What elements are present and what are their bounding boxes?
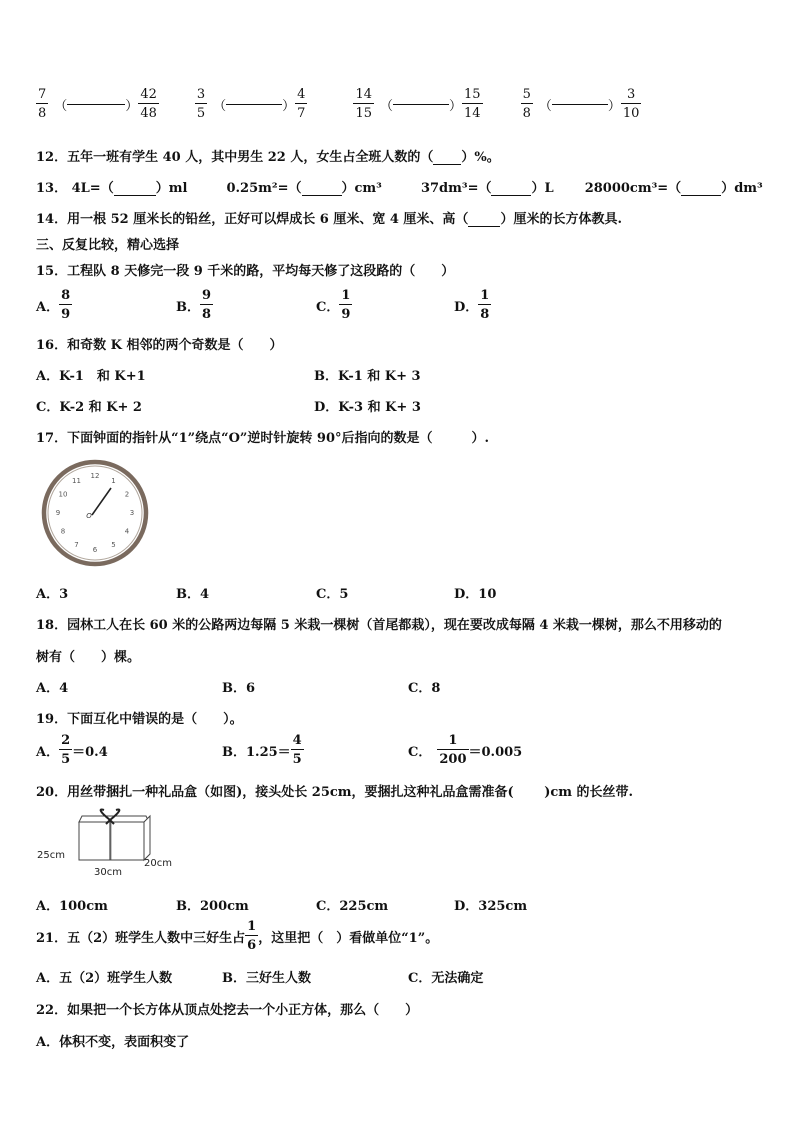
fraction: $\frac{1}{200}$ (439, 733, 467, 767)
q20-option-c[interactable]: C．225cm (316, 899, 389, 914)
dim-length-label: 30cm (94, 867, 122, 878)
q11-item-4: $\frac{5}{8}$ （ ） $\frac{3}{10}$ (522, 87, 640, 121)
fraction: $\frac{42}{48}$ (140, 87, 157, 121)
q15-option-b[interactable]: B． $\frac{9}{8}$ (176, 288, 212, 322)
q22-option-a[interactable]: A．体积不变，表面积变了 (36, 1035, 190, 1050)
fraction: $\frac{1}{8}$ (480, 288, 490, 322)
clock-number: 6 (92, 546, 98, 554)
fraction: $\frac{15}{14}$ (464, 87, 481, 121)
q18-option-c[interactable]: C．8 (408, 681, 441, 696)
fraction: $\frac{1}{6}$ (247, 919, 257, 953)
q21-option-a[interactable]: A．五（2）班学生人数 (36, 971, 173, 986)
q16-option-d[interactable]: D．K-3 和 K+ 3 (314, 400, 421, 415)
q16-option-c[interactable]: C．K-2 和 K+ 2 (36, 400, 142, 415)
answer-blank[interactable] (67, 104, 125, 105)
q16-stem: 16．和奇数 K 相邻的两个奇数是（ ） (36, 338, 283, 353)
q16-option-b[interactable]: B．K-1 和 K+ 3 (314, 369, 421, 384)
q18-option-a[interactable]: A．4 (36, 681, 69, 696)
answer-blank[interactable] (393, 104, 449, 105)
clock-number: 9 (55, 509, 61, 517)
q11-item-3: $\frac{14}{15}$ （ ） $\frac{15}{14}$ (355, 87, 481, 121)
fraction: $\frac{9}{8}$ (202, 288, 212, 322)
clock-number: 2 (124, 490, 130, 499)
q16-option-a[interactable]: A．K-1 和 K+1 (36, 369, 146, 384)
q11-row (36, 88, 641, 120)
q18-stem-line1: 18．园林工人在长 60 米的公路两边每隔 5 米栽一棵树（首尾都栽），现在要改成每隔 4 米栽一棵树，那么不用移动的 (36, 618, 722, 633)
fraction: $\frac{3}{10}$ (622, 87, 640, 121)
q17-option-d[interactable]: D．10 (454, 587, 497, 602)
clock-number: 3 (129, 509, 135, 517)
dim-height-label: 25cm (37, 850, 65, 861)
section-heading: 三、反复比较，精心选择 (36, 238, 180, 253)
q20-option-a[interactable]: A．100cm (36, 899, 108, 914)
clock-number: 12 (90, 472, 100, 480)
clock-number: 1 (111, 477, 116, 485)
q17-option-a[interactable]: A．3 (36, 587, 69, 602)
fraction: $\frac{7}{8}$ (38, 87, 47, 121)
q19-option-b[interactable]: B． 1.25＝ $\frac{4}{5}$ (222, 733, 302, 767)
q22-stem: 22．如果把一个长方体从顶点处挖去一个小正方体，那么（ ） (36, 1003, 419, 1018)
answer-blank[interactable] (433, 150, 461, 165)
clock-number: 7 (74, 541, 79, 549)
fraction: $\frac{3}{5}$ (196, 87, 206, 121)
clock-figure (40, 458, 150, 568)
q20-stem: 20．用丝带捆扎一种礼品盒（如图)，接头处长 25cm，要捆扎这种礼品盒需准备( )cm 的长丝带. (36, 785, 634, 800)
q18-option-b[interactable]: B．6 (222, 681, 256, 696)
q13: 13． 4L=（ ）ml 0.25m²=（ ）cm³ 37dm³=（ ）L 28000cm³=（ ）dm³ (36, 181, 763, 196)
fraction: $\frac{4}{7}$ (297, 87, 306, 121)
q18-stem-line2: 树有（ ）棵。 (36, 650, 141, 665)
answer-blank[interactable] (681, 181, 721, 196)
q21-option-b[interactable]: B．三好生人数 (222, 971, 311, 986)
answer-blank[interactable] (114, 181, 156, 196)
q21-stem: 21．五（2）班学生人数中三好生占 $\frac{1}{6}$ ，这里把（ ）看做单位“1”。 (36, 919, 439, 953)
answer-blank[interactable] (491, 181, 531, 196)
clock-number: 11 (72, 477, 81, 485)
q19-stem: 19．下面互化中错误的是（ ）。 (36, 712, 243, 727)
q14: 14．用一根 52 厘米长的铅丝，正好可以焊成长 6 厘米、宽 4 厘米、高（ ）厘米的长方体教具. (36, 212, 622, 227)
answer-blank[interactable] (552, 104, 608, 105)
fraction: $\frac{4}{5}$ (292, 733, 302, 767)
q19-option-a[interactable]: A． $\frac{2}{5}$ ＝0.4 (36, 733, 108, 767)
q20-option-b[interactable]: B．200cm (176, 899, 249, 914)
q15-option-a[interactable]: A． $\frac{8}{9}$ (36, 288, 71, 322)
q15-option-d[interactable]: D． $\frac{1}{8}$ (454, 288, 490, 322)
fraction: $\frac{1}{9}$ (341, 288, 351, 322)
q12: 12．五年一班有学生 40 人，其中男生 22 人，女生占全班人数的（ ）%。 (36, 150, 500, 165)
clock-center-label: O (86, 512, 92, 520)
q11-item-1: $\frac{7}{8}$ （ ） $\frac{42}{48}$ (38, 87, 157, 121)
fraction: $\frac{5}{8}$ (522, 87, 531, 121)
dim-width-label: 20cm (144, 858, 172, 869)
q20-option-d[interactable]: D．325cm (454, 899, 528, 914)
q19-option-c[interactable]: C． $\frac{1}{200}$ ＝0.005 (408, 733, 523, 767)
answer-blank[interactable] (302, 181, 342, 196)
clock-number: 5 (111, 541, 116, 549)
clock-number: 10 (58, 490, 68, 499)
gift-box-figure (34, 808, 184, 882)
q15-option-c[interactable]: C． $\frac{1}{9}$ (316, 288, 351, 322)
q17-option-b[interactable]: B．4 (176, 587, 210, 602)
fraction: $\frac{2}{5}$ (61, 733, 71, 767)
q17-stem: 17．下面钟面的指针从“1”绕点“O”逆时针旋转 90°后指向的数是（ ）. (36, 431, 490, 446)
q17-option-c[interactable]: C．5 (316, 587, 349, 602)
fraction: $\frac{8}{9}$ (61, 288, 71, 322)
q21-option-c[interactable]: C．无法确定 (408, 971, 484, 986)
clock-number: 8 (60, 527, 66, 536)
q15-stem: 15．工程队 8 天修完一段 9 千米的路，平均每天修了这段路的（ ） (36, 264, 455, 279)
clock-number: 4 (124, 527, 130, 536)
answer-blank[interactable] (226, 104, 282, 105)
q11-item-2: $\frac{3}{5}$ （ ） $\frac{4}{7}$ (196, 87, 306, 121)
fraction: $\frac{14}{15}$ (355, 87, 372, 121)
answer-blank[interactable] (468, 212, 500, 227)
